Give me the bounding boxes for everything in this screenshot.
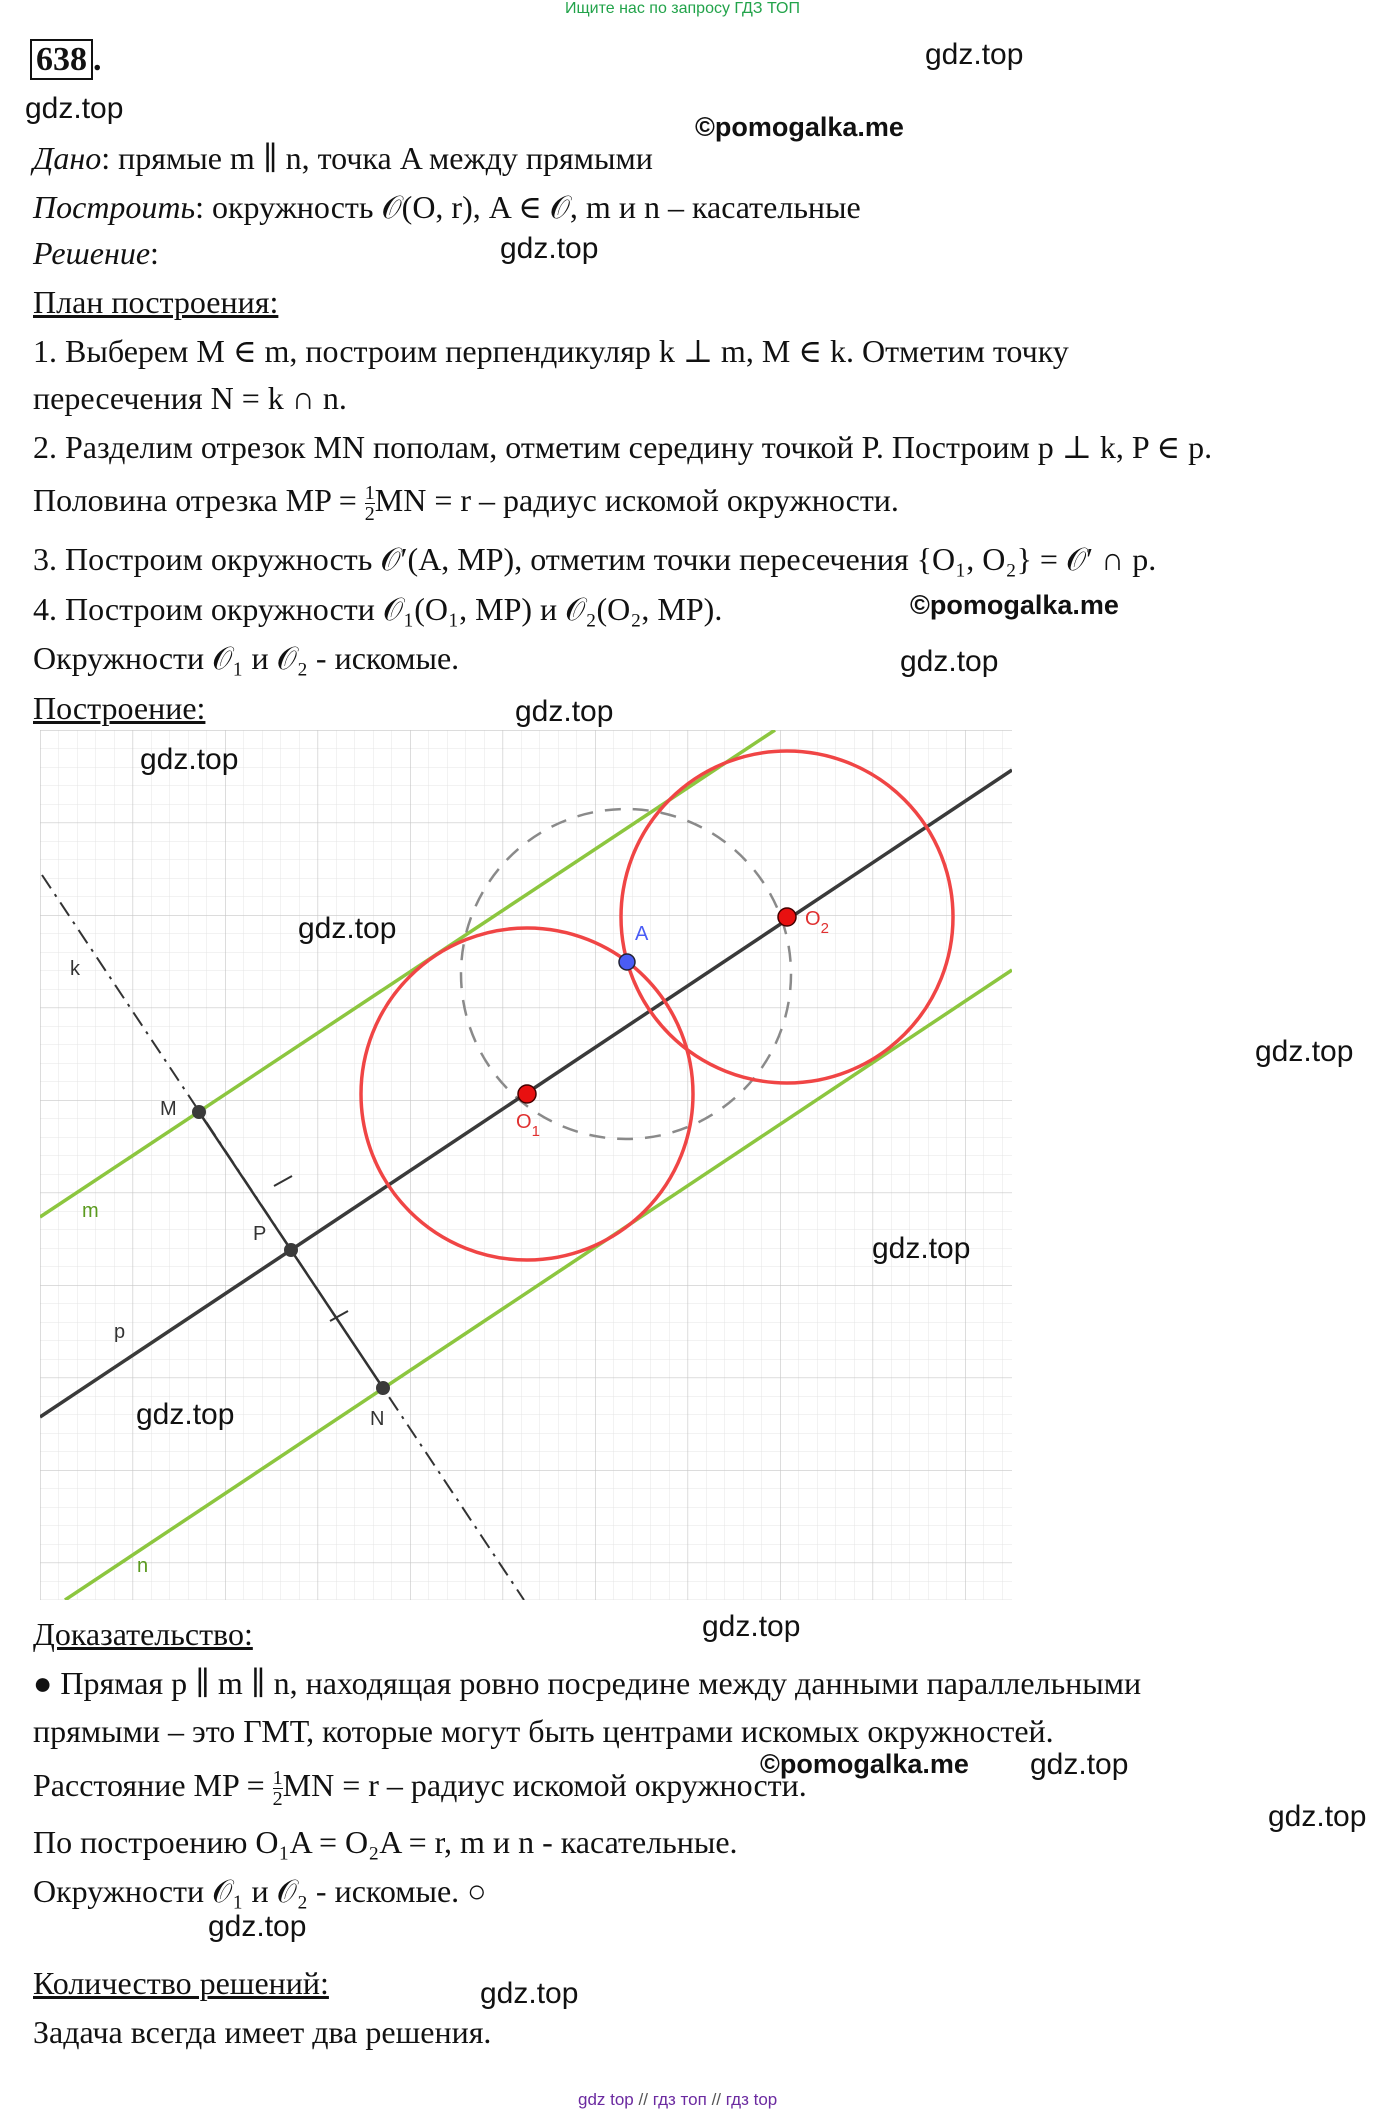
grid-background <box>40 730 1012 1600</box>
watermark-gdz: gdz.top <box>702 1610 801 1643</box>
plan-step3: 3. Построим окружность 𝒪′(A, MP), отметим точки пересечения {O₁, O₂} = 𝒪′ ∩ p. <box>33 541 1157 577</box>
label-o1: $O_1$ <box>516 1111 540 1140</box>
point-o2 <box>778 908 796 926</box>
point-m <box>192 1105 206 1119</box>
plan-step4: 4. Построим окружности 𝒪₁(O₁, MP) и 𝒪₂(O₂, MP). <box>33 591 723 627</box>
watermark-pomogalka: ©pomogalka.me <box>695 112 904 142</box>
label-p-line: p <box>114 1321 126 1343</box>
proof-line3-post: MN = r – радиус искомой окружности. <box>282 1767 807 1803</box>
proof-line3 <box>33 1765 807 1809</box>
solution-line <box>33 233 159 273</box>
construct-line <box>33 187 861 227</box>
watermark-gdz: gdz.top <box>140 743 239 776</box>
label-k: k <box>70 958 80 980</box>
bottom-separator: // <box>638 2090 648 2109</box>
construct-label: Построить <box>33 189 196 225</box>
watermark-gdz: gdz.top <box>298 912 397 945</box>
label-n-point: N <box>370 1408 385 1430</box>
top-banner[interactable]: Ищите нас по запросу ГДЗ ТОП <box>565 0 800 17</box>
watermark-gdz: gdz.top <box>1255 1035 1354 1068</box>
given-text: : прямые m ∥ n, точка A между прямыми <box>101 140 653 176</box>
fraction-half: $\frac{1}{2}$ <box>272 1767 283 1811</box>
label-m-line: m <box>82 1200 99 1222</box>
bottom-links <box>578 2090 777 2110</box>
proof-line3-pre: Расстояние MP = <box>33 1767 273 1803</box>
construct-text: : окружность 𝒪(O, r), A ∈ 𝒪, m и n – касательные <box>195 189 861 225</box>
watermark-gdz: gdz.top <box>515 695 614 728</box>
watermark-gdz: gdz.top <box>480 1977 579 2010</box>
bottom-link[interactable]: gdz top <box>578 2090 634 2109</box>
watermark-gdz: gdz.top <box>1268 1800 1367 1833</box>
point-a <box>619 954 635 970</box>
construction-heading: Построение: <box>33 690 206 726</box>
watermark-gdz: gdz.top <box>900 645 999 678</box>
label-a: A <box>635 923 649 945</box>
label-m-point: M <box>160 1098 177 1120</box>
problem-number: 638 <box>30 39 93 80</box>
plan-result: Окружности 𝒪₁ и 𝒪₂ - искомые. <box>33 640 460 676</box>
plan-heading: План построения: <box>33 284 279 320</box>
plan-step1b: пересечения N = k ∩ n. <box>33 380 347 416</box>
watermark-pomogalka: ©pomogalka.me <box>910 590 1119 620</box>
watermark-gdz: gdz.top <box>925 38 1024 71</box>
proof-line4: По построению O₁A = O₂A = r, m и n - касательные. <box>33 1824 738 1860</box>
count-text: Задача всегда имеет два решения. <box>33 2014 492 2050</box>
problem-number-box: 638 . <box>30 40 102 80</box>
bottom-link[interactable]: гдз top <box>725 2090 778 2109</box>
point-o1 <box>518 1085 536 1103</box>
watermark-gdz: gdz.top <box>25 92 124 125</box>
label-p-point: P <box>253 1223 267 1245</box>
bottom-link[interactable]: гдз топ <box>652 2090 707 2109</box>
solution-colon: : <box>150 235 159 271</box>
watermark-gdz: gdz.top <box>872 1232 971 1265</box>
label-o2: $O_2$ <box>805 908 829 937</box>
proof-heading: Доказательство: <box>33 1616 253 1652</box>
bottom-separator: // <box>711 2090 722 2109</box>
point-p <box>284 1243 298 1257</box>
proof-line5: Окружности 𝒪₁ и 𝒪₂ - искомые. ○ <box>33 1873 487 1909</box>
fraction-half: $\frac{1}{2}$ <box>364 482 375 526</box>
plan-step2b <box>33 480 899 524</box>
plan-step2b-pre: Половина отрезка MP = <box>33 482 365 518</box>
watermark-gdz: gdz.top <box>500 232 599 265</box>
point-n <box>376 1381 390 1395</box>
label-n-line: n <box>137 1555 149 1577</box>
watermark-gdz: gdz.top <box>136 1398 235 1431</box>
proof-line1: ● Прямая p ∥ m ∥ n, находящая ровно посредине между данными параллельными <box>33 1665 1142 1701</box>
construction-figure <box>40 730 1012 1600</box>
proof-line2: прямыми – это ГМТ, которые могут быть центрами искомых окружностей. <box>33 1713 1054 1749</box>
watermark-gdz: gdz.top <box>1030 1748 1129 1781</box>
plan-step2b-post: MN = r – радиус искомой окружности. <box>374 482 899 518</box>
given-line <box>33 138 653 178</box>
plan-step1a: 1. Выберем M ∈ m, построим перпендикуляр k ⊥ m, M ∈ k. Отметим точку <box>33 333 1069 369</box>
given-label: Дано <box>33 140 102 176</box>
solution-label: Решение <box>33 235 151 271</box>
plan-step2a: 2. Разделим отрезок MN пополам, отметим середину точкой P. Построим p ⊥ k, P ∈ p. <box>33 429 1213 465</box>
watermark-pomogalka: ©pomogalka.me <box>760 1749 969 1779</box>
watermark-gdz: gdz.top <box>208 1910 307 1943</box>
count-heading: Количество решений: <box>33 1965 329 2001</box>
